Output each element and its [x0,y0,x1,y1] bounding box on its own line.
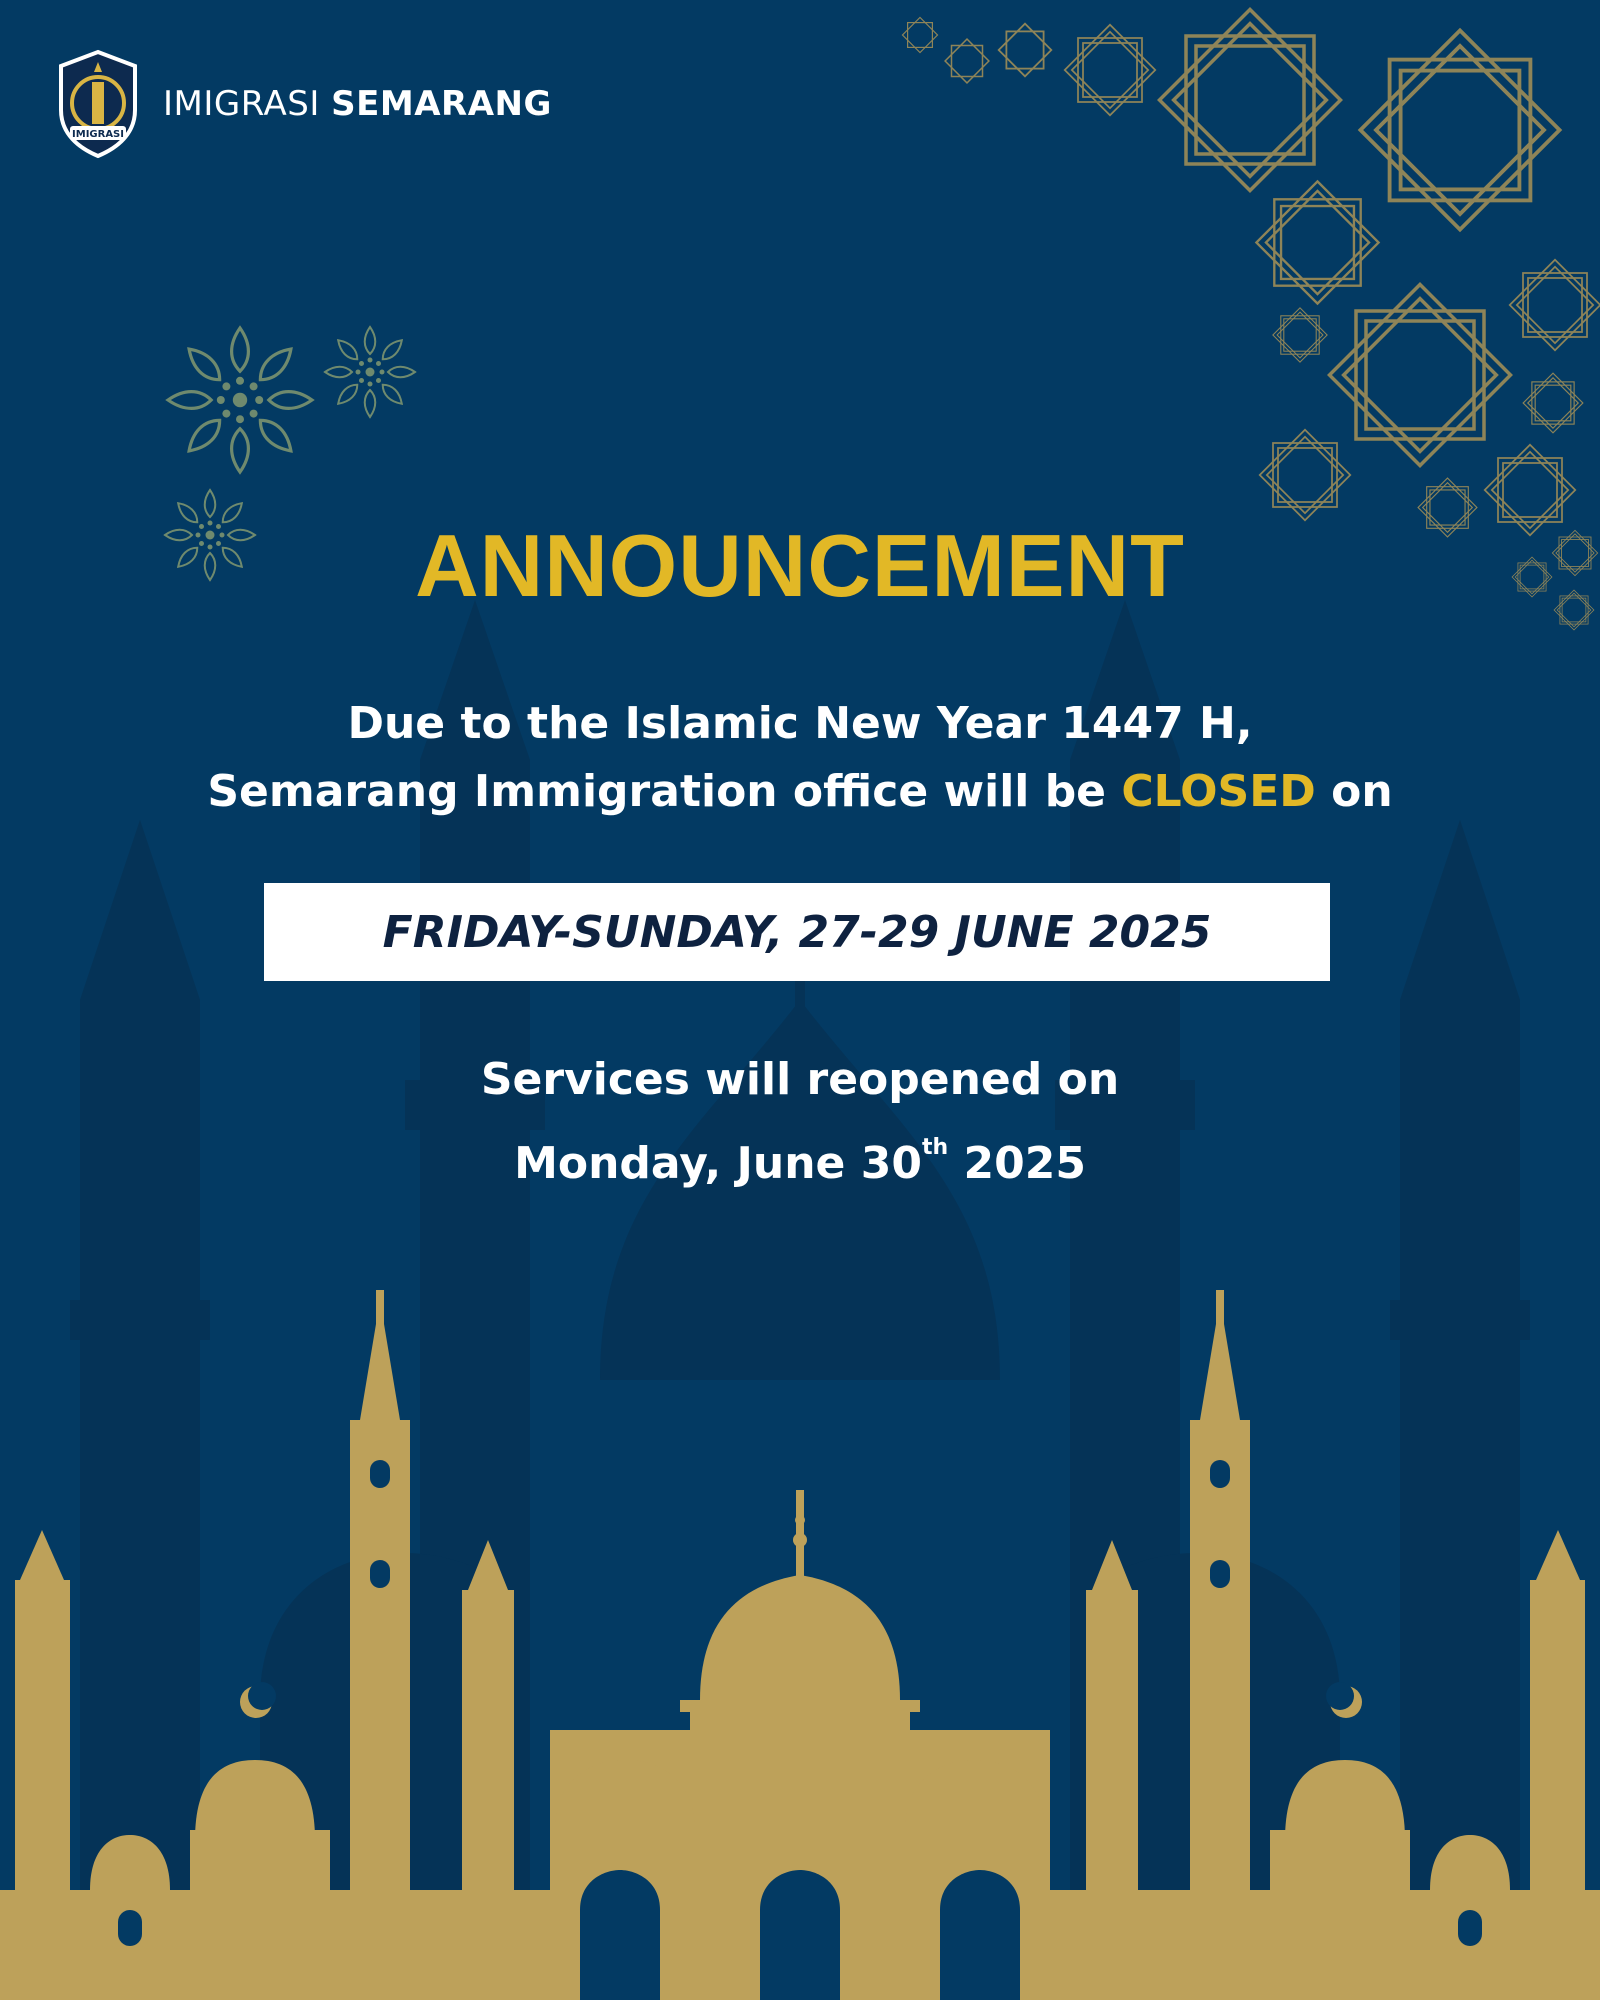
reopen-line2: Monday, June 30th 2025 [514,1135,1086,1189]
announcement-title: ANNOUNCEMENT [415,516,1185,615]
reopen-line1: Services will reopened on [480,1054,1120,1105]
emblem-label: IMIGRASI [72,129,124,140]
immigration-emblem-icon [55,48,141,160]
reopen-message [0,1046,1600,1198]
closed-dates: FRIDAY-SUNDAY, 27-29 JUNE 2025 [382,906,1212,958]
closure-message [0,690,1600,826]
closure-message-line2: Semarang Immigration office will be CLOSED on [207,766,1393,817]
closure-message-line1: Due to the Islamic New Year 1447 H, [347,698,1253,749]
closed-dates-box [264,883,1330,981]
closed-highlight: CLOSED [1121,766,1316,817]
brand-header [55,48,552,160]
brand-name: IMIGRASI SEMARANG [163,84,552,124]
